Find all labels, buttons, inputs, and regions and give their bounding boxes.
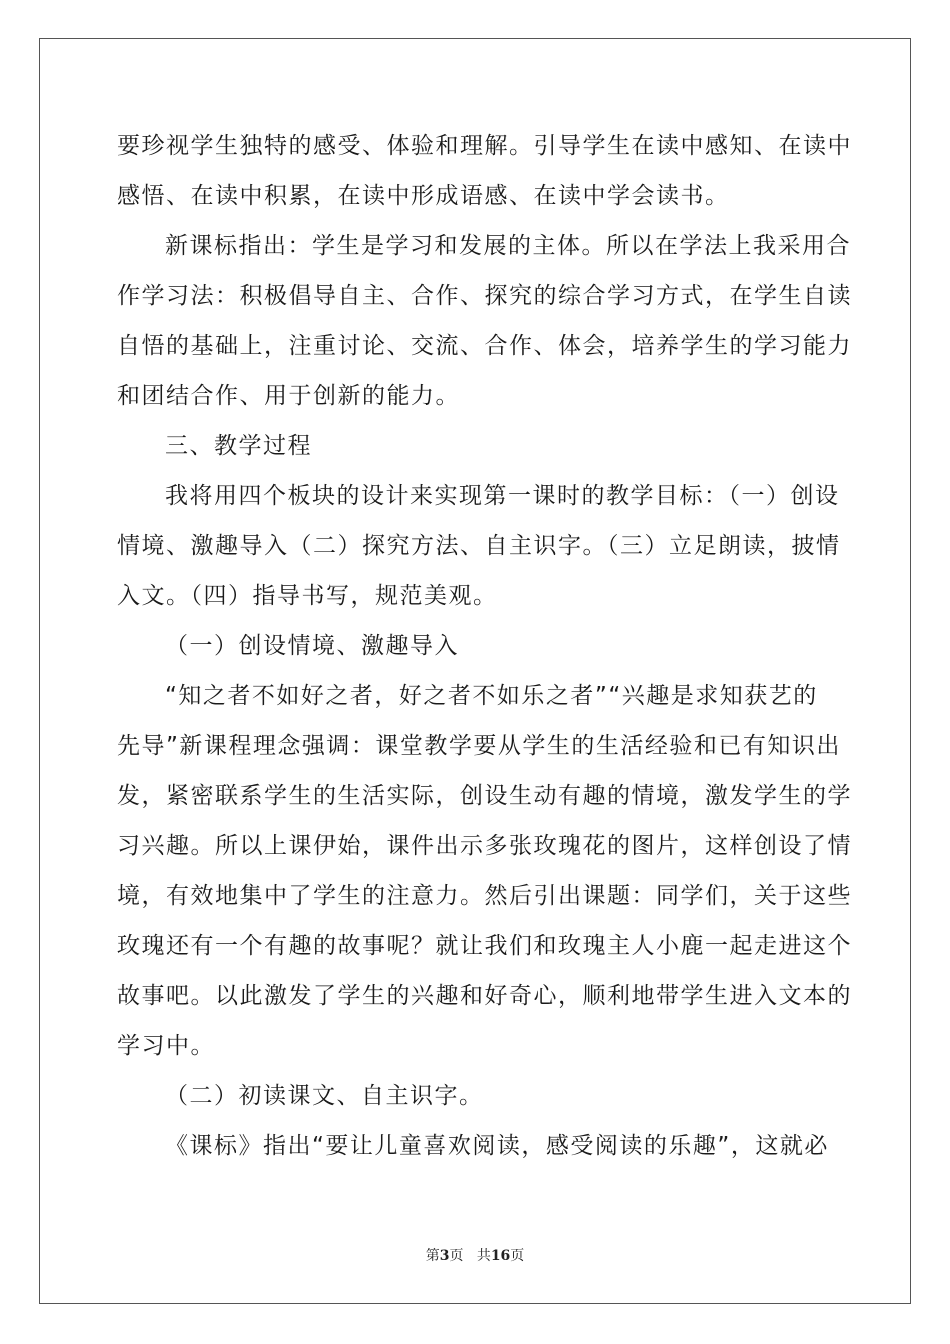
text-line: 玫瑰还有一个有趣的故事呢？就让我们和玫瑰主人小鹿一起走进这个 [117,933,852,959]
subsection-heading: （一）创设情境、激趣导入 [165,633,459,659]
text-line: 习兴趣。所以上课伊始，课件出示多张玫瑰花的图片，这样创设了情 [117,833,852,859]
text-line: 入文。（四）指导书写，规范美观。 [117,583,498,609]
total-pages: 16 [490,1248,511,1264]
text-line: 和团结合作、用于创新的能力。 [117,383,460,409]
text-line: 自悟的基础上，注重讨论、交流、合作、体会，培养学生的学习能力 [117,333,852,359]
text-line: 情境、激趣导入（二）探究方法、自主识字。（三）立足朗读，披情 [117,533,841,559]
total-suffix: 页 [510,1248,525,1264]
page-prefix: 第 [425,1248,440,1264]
page-number: 3 [439,1248,450,1264]
text-line: 要珍视学生独特的感受、体验和理解。引导学生在读中感知、在读中 [117,133,852,159]
text-line: 作学习法：积极倡导自主、合作、探究的综合学习方式，在学生自读 [117,283,852,309]
text-line: 感悟、在读中积累，在读中形成语感、在读中学会读书。 [117,183,730,209]
paragraph-start-line: 《课标》指出“要让儿童喜欢阅读，感受阅读的乐趣”，这就必 [165,1133,829,1159]
subsection-heading: （二）初读课文、自主识字。 [165,1083,484,1109]
paragraph-start-line: 新课标指出：学生是学习和发展的主体。所以在学法上我采用合 [165,233,851,259]
paragraph-start-line: 我将用四个板块的设计来实现第一课时的教学目标：（一）创设 [165,483,840,509]
paragraph-start-line: “知之者不如好之者，好之者不如乐之者”“兴趣是求知获艺的 [165,683,818,709]
text-line: 学习中。 [117,1033,215,1059]
page-footer [0,1245,950,1265]
text-line: 先导”新课程理念强调：课堂教学要从学生的生活经验和已有知识出 [117,733,841,759]
text-line: 境，有效地集中了学生的注意力。然后引出课题：同学们，关于这些 [117,883,852,909]
total-prefix: 共 [476,1248,491,1264]
section-heading: 三、教学过程 [165,433,312,459]
text-line: 发，紧密联系学生的生活实际，创设生动有趣的情境，激发学生的学 [117,783,852,809]
page-suffix: 页 [449,1248,464,1264]
text-line: 故事吧。以此激发了学生的兴趣和好奇心，顺利地带学生进入文本的 [117,983,852,1009]
